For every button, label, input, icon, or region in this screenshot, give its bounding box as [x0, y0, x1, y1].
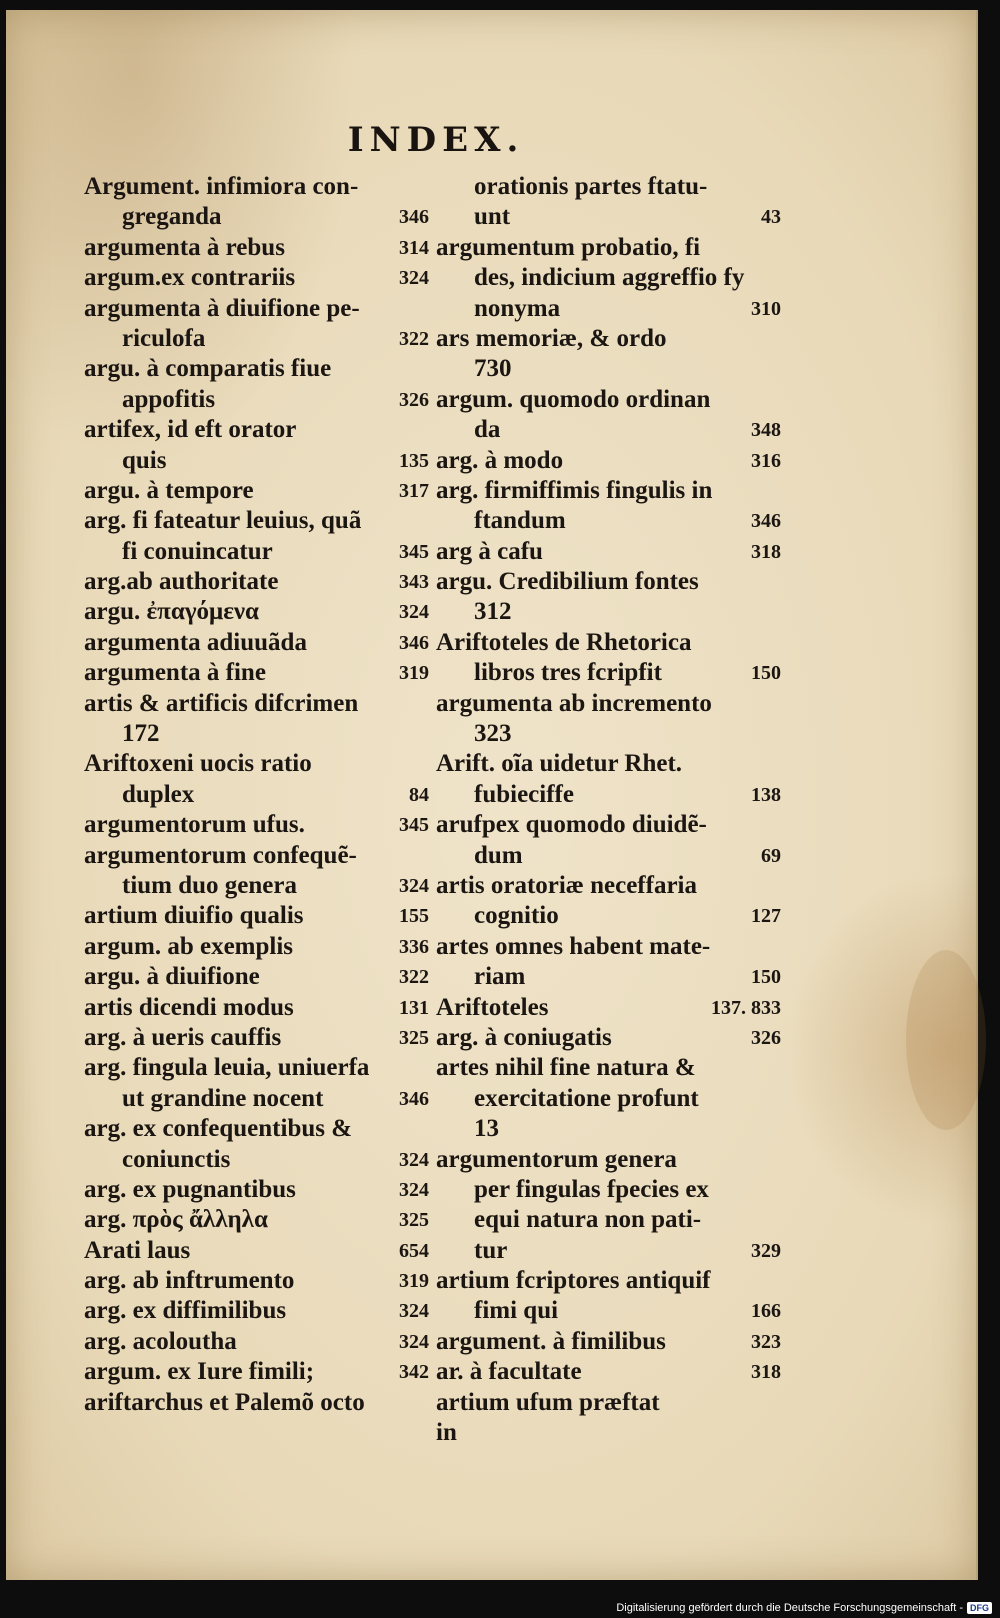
index-entry-text: argumenta adiuuãda [84, 628, 307, 656]
index-entry [436, 932, 781, 962]
index-entry [436, 385, 781, 415]
index-entry [84, 597, 429, 627]
index-entry-text: argu. ἐπαγόμενα [84, 598, 259, 626]
index-entry-text: arg. ex confequentibus & [84, 1115, 353, 1143]
index-entry [84, 1145, 429, 1175]
document-page [6, 10, 978, 1580]
index-entry [436, 476, 781, 506]
index-entry-page: 131 [399, 996, 429, 1019]
index-entry-page: 319 [399, 1270, 429, 1293]
index-entry-text: fimi qui [474, 1297, 559, 1325]
index-entry-text: arg. fingula leuia, uniuerfa [84, 1054, 370, 1082]
index-entry [436, 1388, 781, 1418]
index-entry [436, 1236, 781, 1266]
index-entry-text: arufpex quomodo diuidẽ- [436, 811, 707, 839]
index-entry-page: 310 [751, 297, 781, 320]
index-entry-text: da [474, 416, 501, 444]
index-entry-text: riam [474, 963, 526, 991]
index-entry-page: 324 [399, 1300, 429, 1323]
index-entry-text: argum. ex Iure fimili; [84, 1358, 315, 1386]
index-entry-text: arg. fi fateatur leuius, quã [84, 507, 362, 535]
index-entry-text: argumentorum confequẽ- [84, 841, 357, 869]
stain-mark [906, 950, 986, 1130]
index-entry [84, 749, 429, 779]
index-entry [436, 1296, 781, 1326]
index-entry-text: exercitatione profunt [474, 1084, 699, 1112]
index-entry [436, 1266, 781, 1296]
index-entry-text: Ariftoteles [436, 993, 549, 1021]
index-entry [84, 385, 429, 415]
index-entry-page: 336 [399, 935, 429, 958]
index-entry-page: 138 [751, 783, 781, 806]
index-entry-page: 318 [751, 1361, 781, 1384]
index-entry [84, 202, 429, 232]
index-entry-text: tium duo genera [122, 871, 297, 899]
index-entry [436, 597, 781, 627]
index-entry-text: coniunctis [122, 1145, 231, 1173]
index-entry-text: argu. à tempore [84, 476, 254, 504]
index-entry-page: 326 [751, 1026, 781, 1049]
index-entry [84, 1327, 429, 1357]
index-entry [436, 1023, 781, 1053]
index-entry [84, 871, 429, 901]
index-entry-text: 323 [474, 720, 512, 748]
index-entry [84, 780, 429, 810]
index-entry-text: argument. à fimilibus [436, 1327, 666, 1355]
index-entry-text: argum. ab exemplis [84, 932, 294, 960]
index-entry [84, 689, 429, 719]
index-entry [84, 1175, 429, 1205]
index-entry-text: libros tres fcripfit [474, 659, 662, 687]
index-entry [84, 901, 429, 931]
index-entry-text: arg. ex pugnantibus [84, 1175, 296, 1203]
index-entry-page: 346 [399, 206, 429, 229]
index-entry-page: 317 [399, 479, 429, 502]
index-entry-text: ars memoriæ, & ordo [436, 324, 667, 352]
index-entry [436, 719, 781, 749]
index-entry [436, 1053, 781, 1083]
index-entry [84, 537, 429, 567]
index-entry [436, 780, 781, 810]
index-entry-page: 155 [399, 905, 429, 928]
index-entry-text: artes omnes habent mate- [436, 932, 711, 960]
index-entry-text: des, indicium aggreffio fy [474, 264, 745, 292]
index-entry [436, 324, 781, 354]
index-entry [436, 871, 781, 901]
index-entry-text: equi natura non pati- [474, 1206, 702, 1234]
index-entry [436, 567, 781, 597]
index-entry-text: riculofa [122, 324, 206, 352]
index-entry [436, 1145, 781, 1175]
index-entry-text: nonyma [474, 294, 561, 322]
index-entry-page: 150 [751, 662, 781, 685]
index-entry [84, 1084, 429, 1114]
index-entry [84, 1053, 429, 1083]
index-entry-text: tur [474, 1236, 508, 1264]
index-entry-page: 319 [399, 662, 429, 685]
index-entry-text: argumenta à fine [84, 659, 266, 687]
index-entry-text: appofitis [122, 385, 216, 413]
index-entry-page: 346 [399, 631, 429, 654]
index-entry-text: artium fcriptores antiquif [436, 1267, 711, 1295]
index-entry [84, 1266, 429, 1296]
index-entry [84, 1296, 429, 1326]
index-entry [436, 537, 781, 567]
index-entry-text: fubieciffe [474, 780, 574, 808]
index-entry [84, 506, 429, 536]
index-entry-text: fi conuincatur [122, 537, 273, 565]
index-entry-page: 135 [399, 449, 429, 472]
index-entry-page: 69 [761, 844, 781, 867]
index-entry-text: arg. acoloutha [84, 1327, 237, 1355]
index-entry-text: Arati laus [84, 1236, 191, 1264]
index-entry [436, 810, 781, 840]
index-entry-text: artium diuifio qualis [84, 902, 304, 930]
page-title: INDEX. [347, 120, 525, 160]
index-entry [436, 233, 781, 263]
index-entry-text: arg.ab authoritate [84, 568, 279, 596]
index-entry [84, 415, 429, 445]
index-entry [84, 1114, 429, 1144]
index-entry-page: 166 [751, 1300, 781, 1323]
index-entry-text: ariftarchus et Palemõ octo [84, 1388, 365, 1416]
index-column-right [436, 172, 781, 1448]
index-entry [436, 901, 781, 931]
index-entry [84, 993, 429, 1023]
index-entry [436, 689, 781, 719]
index-entry [84, 658, 429, 688]
index-entry-page: 324 [399, 601, 429, 624]
index-entry [436, 354, 781, 384]
index-entry [84, 1388, 429, 1418]
index-entry-text: greganda [122, 203, 222, 231]
index-entry [84, 567, 429, 597]
index-entry-page: 345 [399, 814, 429, 837]
index-entry [436, 202, 781, 232]
index-entry [436, 993, 781, 1023]
index-entry-page: 329 [751, 1239, 781, 1262]
index-entry-text: ar. à facultate [436, 1358, 582, 1386]
index-entry-text: argumenta à diuifione pe- [84, 294, 360, 322]
index-entry [84, 1236, 429, 1266]
index-entry-text: arg. à ueris cauffis [84, 1023, 282, 1051]
index-entry-page: 654 [399, 1239, 429, 1262]
index-entry-text: ftandum [474, 507, 566, 535]
index-entry-text: artes nihil fine natura & [436, 1054, 696, 1082]
index-entry [84, 263, 429, 293]
index-entry [436, 749, 781, 779]
index-entry-page: 326 [399, 388, 429, 411]
index-entry-page: 325 [399, 1026, 429, 1049]
index-entry-text: orationis partes ftatu- [474, 173, 708, 200]
index-entry-text: arg. firmiffimis fingulis in [436, 476, 713, 504]
index-entry-page: 43 [761, 206, 781, 229]
index-entry-text: argumentorum ufus. [84, 811, 305, 839]
index-entry [84, 446, 429, 476]
index-entry-text: argumentorum genera [436, 1145, 677, 1173]
index-entry [84, 172, 429, 202]
index-entry-page: 150 [751, 966, 781, 989]
index-entry-page: 324 [399, 1178, 429, 1201]
index-entry [436, 1084, 781, 1114]
index-entry-page: 316 [751, 449, 781, 472]
index-entry-page: 325 [399, 1209, 429, 1232]
index-entry-text: argumenta ab incremento [436, 689, 712, 717]
index-entry [84, 294, 429, 324]
index-entry [84, 1205, 429, 1235]
index-entry [84, 1357, 429, 1387]
index-entry-page: 324 [399, 1330, 429, 1353]
index-entry-page: 323 [751, 1330, 781, 1353]
index-entry [84, 233, 429, 263]
index-entry-page: 343 [399, 571, 429, 594]
index-entry-text: dum [474, 841, 523, 869]
index-entry-page: 348 [751, 419, 781, 442]
index-entry [436, 1114, 781, 1144]
dfg-logo: DFG [967, 1602, 992, 1614]
index-entry-text: unt [474, 203, 511, 231]
index-entry-text: cognitio [474, 902, 559, 930]
index-entry-text: artifex, id eft orator [84, 416, 297, 444]
index-entry-text: Arift. oĩa uidetur Rhet. [436, 750, 683, 778]
index-entry [84, 932, 429, 962]
index-entry-page: 345 [399, 540, 429, 563]
index-entry-text: 13 [474, 1115, 499, 1143]
index-entry-text: Ariftoxeni uocis ratio [84, 750, 312, 778]
index-column-left [84, 172, 429, 1418]
index-entry-text: Ariftoteles de Rhetorica [436, 628, 692, 656]
index-entry [436, 446, 781, 476]
index-entry [436, 1205, 781, 1235]
index-entry [436, 628, 781, 658]
index-entry-text: arg. à coniugatis [436, 1023, 612, 1051]
index-entry-text: artis dicendi modus [84, 993, 294, 1021]
index-entry [436, 172, 781, 202]
index-entry [84, 476, 429, 506]
credit-text: Digitalisierung gefördert durch die Deutsche Forschungsgemeinschaft - [616, 1602, 963, 1614]
index-entry-page: 342 [399, 1361, 429, 1384]
index-entry-text: ut grandine nocent [122, 1084, 324, 1112]
index-entry-text: Argument. infimiora con- [84, 173, 359, 200]
index-entry-text: 172 [122, 720, 160, 748]
index-entry-text: artium ufum præftat [436, 1388, 660, 1416]
index-entry-page: 324 [399, 874, 429, 897]
index-entry-text: argumentum probatio, fi [436, 233, 701, 261]
index-entry-page: 127 [751, 905, 781, 928]
index-entry-text: argu. à comparatis fiue [84, 355, 332, 383]
index-entry-text: arg à cafu [436, 537, 543, 565]
index-entry [84, 628, 429, 658]
index-entry-page: 346 [399, 1087, 429, 1110]
index-entry-text: artis & artificis difcrimen [84, 689, 359, 717]
index-entry [436, 1418, 781, 1448]
index-entry-text: per fingulas fpecies ex [474, 1175, 709, 1203]
index-entry-text: in [436, 1419, 457, 1447]
index-entry-text: arg. ex diffimilibus [84, 1297, 287, 1325]
index-entry [84, 1023, 429, 1053]
index-entry-page: 84 [409, 783, 429, 806]
index-entry-page: 137. 833 [711, 996, 781, 1019]
index-entry-text: 730 [474, 355, 512, 383]
index-entry [84, 719, 429, 749]
index-entry [436, 1327, 781, 1357]
index-entry [436, 506, 781, 536]
index-entry [436, 415, 781, 445]
index-entry-text: arg. ab inftrumento [84, 1267, 295, 1295]
index-entry-page: 322 [399, 327, 429, 350]
index-entry-text: artis oratoriæ neceffaria [436, 871, 697, 899]
index-entry-text: argum. quomodo ordinan [436, 385, 711, 413]
index-entry-text: 312 [474, 598, 512, 626]
index-entry-page: 324 [399, 1148, 429, 1171]
index-entry-text: argu. Credibilium fontes [436, 568, 699, 596]
index-entry [436, 841, 781, 871]
index-entry [436, 658, 781, 688]
index-entry-text: argu. à diuifione [84, 963, 260, 991]
index-entry [84, 324, 429, 354]
index-entry [84, 962, 429, 992]
index-entry [436, 294, 781, 324]
index-entry [436, 962, 781, 992]
index-entry-text: argum.ex contrariis [84, 264, 296, 292]
index-entry-page: 314 [399, 236, 429, 259]
index-entry [84, 841, 429, 871]
index-entry-text: argumenta à rebus [84, 233, 285, 261]
index-entry [436, 1357, 781, 1387]
index-entry-page: 322 [399, 966, 429, 989]
index-entry-page: 346 [751, 510, 781, 533]
digitization-credit [616, 1602, 992, 1614]
index-entry [84, 810, 429, 840]
index-entry [436, 1175, 781, 1205]
index-entry-text: quis [122, 446, 167, 474]
index-entry-text: arg. πρὸς ἄλληλα [84, 1206, 268, 1234]
index-entry-page: 318 [751, 540, 781, 563]
index-entry [436, 263, 781, 293]
index-entry-text: duplex [122, 780, 195, 808]
index-entry-page: 324 [399, 267, 429, 290]
index-entry [84, 354, 429, 384]
index-entry-text: arg. à modo [436, 446, 564, 474]
